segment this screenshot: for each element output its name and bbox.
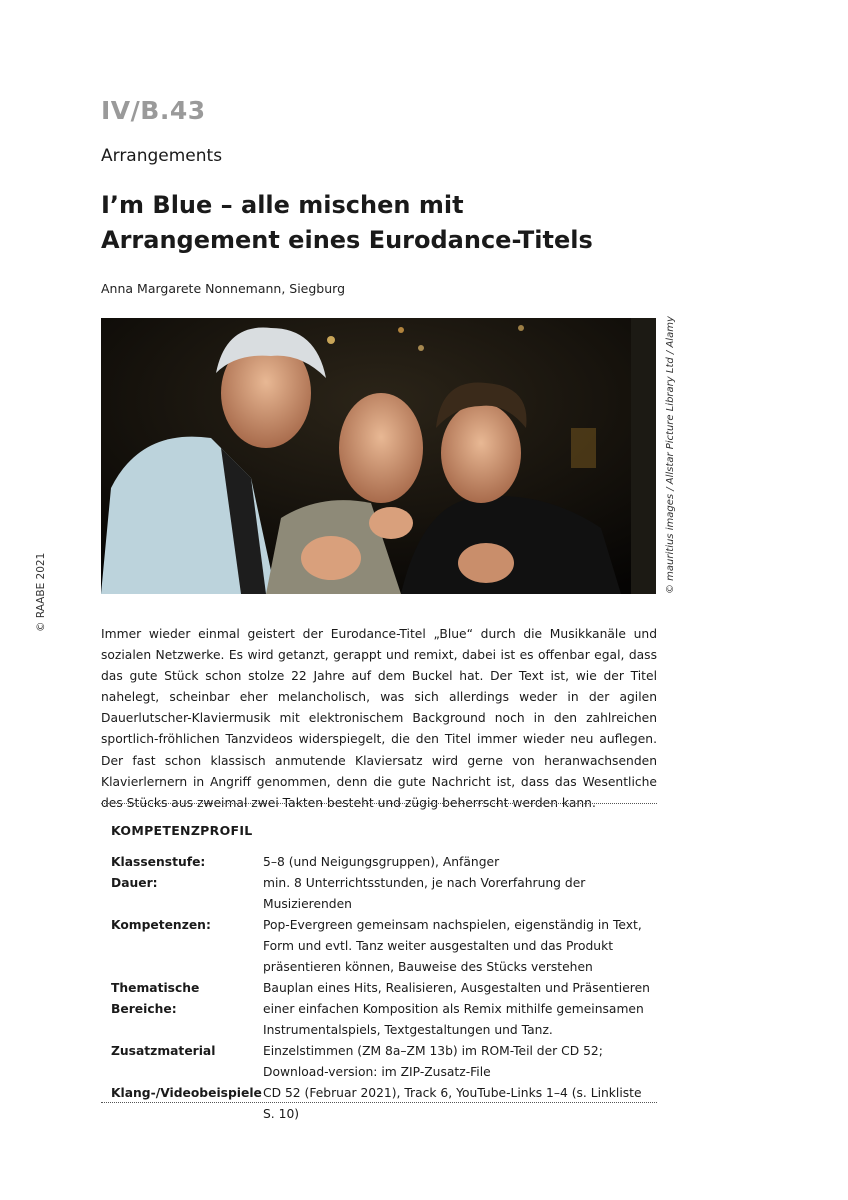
profile-label: Thematische Bereiche:	[111, 981, 200, 1016]
unit-code: IV/B.43	[101, 96, 206, 125]
band-photo-illustration	[101, 318, 656, 594]
competence-profile-heading: KOMPETENZPROFIL	[111, 823, 253, 838]
photo-credit: © mauritius images / Allstar Picture Library Ltd / Alamy	[665, 316, 676, 594]
title-line-1: I’m Blue – alle mischen mit	[101, 191, 464, 219]
section-label: Arrangements	[101, 146, 223, 166]
profile-value: min. 8 Unterrichtsstunden, je nach Vorerfahrung der Musizierenden	[263, 876, 586, 911]
divider-top	[101, 803, 657, 804]
profile-value: Pop-Evergreen gemeinsam nachspielen, eigenständig in Text, Form und evtl. Tanz weiter ausgestalten und das Produkt präsentieren können, Bauweise des Stücks verstehen	[263, 918, 642, 974]
profile-row-grade	[111, 852, 656, 873]
page-title	[101, 188, 721, 258]
profile-label: Kompetenzen:	[111, 918, 211, 932]
title-line-2: Arrangement eines Eurodance-Titels	[101, 226, 593, 254]
profile-label: Klassenstufe:	[111, 855, 206, 869]
band-photo	[101, 318, 656, 594]
profile-label: Klang-/Videobeispiele	[111, 1086, 262, 1100]
profile-value: Einzelstimmen (ZM 8a–ZM 13b) im ROM-Teil der CD 52; Download-version: im ZIP-Zusatz-File	[263, 1044, 603, 1079]
profile-row-duration	[111, 873, 656, 915]
profile-row-topics	[111, 978, 656, 1041]
profile-row-competences	[111, 915, 656, 978]
profile-value: CD 52 (Februar 2021), Track 6, YouTube-Links 1–4 (s. Linkliste S. 10)	[263, 1086, 642, 1121]
copyright-note: © RAABE 2021	[35, 552, 47, 632]
profile-value: Bauplan eines Hits, Realisieren, Ausgestalten und Präsentieren einer einfachen Komposition als Remix mithilfe gemeinsamen Instrumentalspiels, Textgestaltungen und Tanz.	[263, 981, 650, 1037]
profile-row-material	[111, 1041, 656, 1083]
profile-label: Zusatzmaterial	[111, 1044, 216, 1058]
profile-value: 5–8 (und Neigungsgruppen), Anfänger	[263, 855, 500, 869]
competence-profile-table	[111, 852, 656, 1125]
divider-bottom	[101, 1102, 657, 1103]
intro-paragraph: Immer wieder einmal geistert der Eurodance-Titel „Blue“ durch die Musikkanäle und sozialen Netzwerke. Es wird getanzt, gerappt und remixt, dabei ist es offenbar egal, dass das gute Stück schon stolze 22 Jahre auf dem Buckel hat. Der Text ist, wie der Titel nahelegt, scheinbar eher melancholisch, was sich allerdings weder in der agilen Dauerlutscher-Klaviermusik mit elektronischem Background noch in den zahlreichen sportlich-fröhlichen Tanzvideos widerspiegelt, die den Titel immer wieder neu auflegen. Der fast schon klassisch anmutende Klaviersatz wird gerne von heranwachsenden Klavierlernern in Angriff genommen, denn die gute Nachricht ist, dass das Wesentliche des Stücks aus zweimal zwei Takten besteht und zügig beherrscht werden kann.	[101, 627, 657, 810]
profile-row-media	[111, 1083, 656, 1125]
profile-label: Dauer:	[111, 876, 158, 890]
author: Anna Margarete Nonnemann, Siegburg	[101, 281, 346, 296]
